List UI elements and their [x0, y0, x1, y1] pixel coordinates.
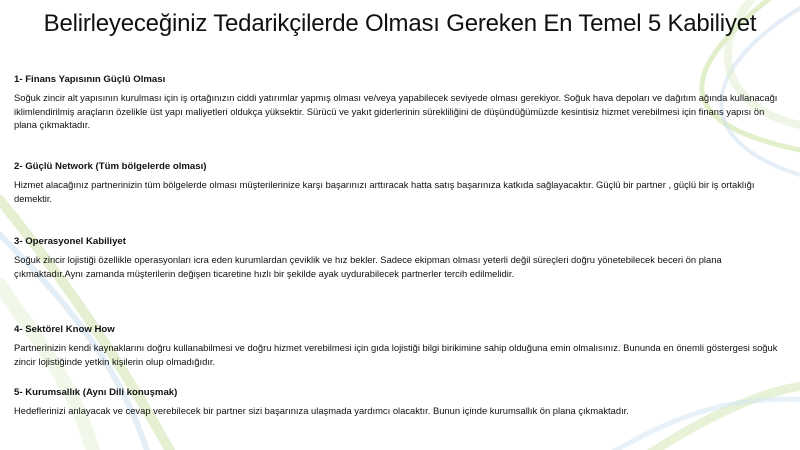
section-heading: 2- Güçlü Network (Tüm bölgelerde olması)	[14, 161, 207, 172]
section-network	[14, 160, 782, 235]
section-heading: 3- Operasyonel Kabiliyet	[14, 236, 126, 247]
section-heading: 5- Kurumsallık (Aynı Dili konuşmak)	[14, 387, 178, 398]
section-body: Soğuk zincir lojistiği özellikle operasyonları icra eden kurumlardan çeviklik ve hız bekler. Sadece ekipman olması yeterli değil süreçleri doğru yönetebilecek beceri ön plana çıkmaktadır.Aynı zamanda müşterilerin değişen ticaretine hızlı bir şekilde ayak uydurabilecek partnerler tercih edilmelidir.	[14, 254, 722, 279]
section-body: Hedeflerinizi anlayacak ve cevap verebilecek bir partner sizi başarınıza ulaşmada yardımcı olacaktır. Bunun içinde kurumsallık ön plana çıkmaktadır.	[14, 405, 629, 416]
section-operational	[14, 235, 782, 323]
section-body: Soğuk zincir alt yapısının kurulması için iş ortağınızın ciddi yatırımlar yapmış olması ve/veya yapabilecek seviyede olması gerekiyor. Soğuk hava depoları ve dağıtım ağında kullanacağı iklimlendirilmiş araçların özelikle üst yapı maliyetleri oldukça yüksektir. Sürücü ve yakıt giderlerinin sürekliliğini de düşündüğümüzde kesintisiz hizmet verebilmesi için finans yapısı ön plana çıkmaktadır.	[14, 92, 778, 131]
section-finance	[14, 73, 782, 160]
section-heading: 4- Sektörel Know How	[14, 324, 115, 335]
section-know-how	[14, 323, 782, 386]
content-area	[14, 73, 782, 418]
section-body: Hizmet alacağınız partnerinizin tüm bölgelerde olması müşterilerinize karşı başarınızı arttıracak hatta satış başarınıza katkıda sağlayacaktır. Güçlü bir partner , güçlü bir iş ortaklığı demektir.	[14, 179, 755, 204]
section-body: Partnerinizin kendi kaynaklarını doğru kullanabilmesi ve doğru hizmet verebilmesi için gıda lojistiği bilgi birikimine sahip olduğuna emin olmalısınız. Bununda en önemli göstergesi soğuk zincir lojistiğinde yetkin kişilerin olup olmadığıdır.	[14, 342, 778, 367]
section-corporate	[14, 386, 782, 418]
section-heading: 1- Finans Yapısının Güçlü Olması	[14, 74, 166, 85]
slide-title: Belirleyeceğiniz Tedarikçilerde Olması Gereken En Temel 5 Kabiliyet	[43, 10, 757, 37]
